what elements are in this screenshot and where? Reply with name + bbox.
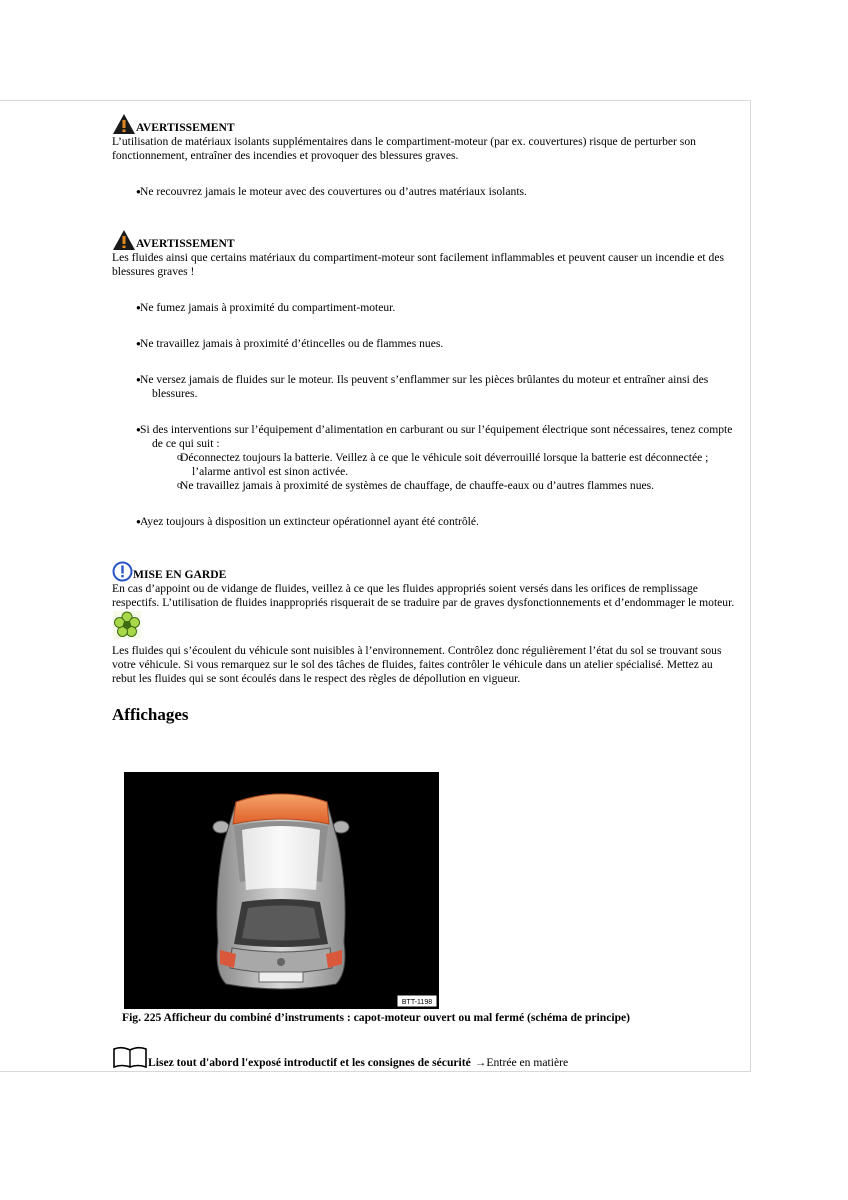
list-item: ● Ne versez jamais de fluides sur le moteur. Ils peuvent s’enflammer sur les pièces brûlantes du moteur et entraîner ainsi des blessures. [112,373,737,401]
read-first-link[interactable]: →Entrée en matière [474,1056,569,1069]
warning-title: AVERTISSEMENT [136,121,235,134]
list-item-text: Si des interventions sur l’équipement d’alimentation en carburant ou sur l’équipement électrique sont nécessaires, tenez compte de ce qui suit : [140,423,733,450]
warning-text: L’utilisation de matériaux isolants supplémentaires dans le compartiment-moteur (par ex. couvertures) risque de perturber son fonctionnement, entraîner des incendies et provoquer des blessures graves. [112,135,696,162]
car-top-view-illustration [124,772,439,1009]
figure-code: BTT-1198 [401,999,433,1006]
list-item: ● Ayez toujours à disposition un extincteur opérationnel ayant été contrôlé. [112,515,737,529]
read-first-text: Lisez tout d'abord l'exposé introductif et les consignes de sécurité [148,1056,471,1069]
caution-circle-icon [112,561,133,582]
sub-list-item: o Déconnectez toujours la batterie. Veillez à ce que le véhicule soit déverrouillé lorsque la batterie est déconnectée ; l’alarme antivol est sinon activée. [162,451,737,479]
list-item: ● Ne recouvrez jamais le moteur avec des couvertures ou d’autres matériaux isolants. [112,185,737,199]
warning-text: Les fluides ainsi que certains matériaux du compartiment-moteur sont facilement inflammables et peuvent causer un incendie et des blessures graves ! [112,251,725,278]
warning-triangle-icon [112,229,136,251]
warning-triangle-icon [112,113,136,135]
environment-block [112,610,737,686]
caution-block [112,561,737,610]
environment-flower-icon [112,610,142,640]
warning-block-1 [112,113,737,199]
warning-block-2 [112,229,737,529]
sub-list-item: o Ne travaillez jamais à proximité de systèmes de chauffage, de chauffe-eaux ou d’autres flammes nues. [162,479,737,493]
list-item: ● Ne travaillez jamais à proximité d’étincelles ou de flammes nues. [112,337,737,351]
list-item: ● Ne fumez jamais à proximité du compartiment-moteur. [112,301,737,315]
sub-list [162,451,737,493]
environment-text: Les fluides qui s’écoulent du véhicule sont nuisibles à l’environnement. Contrôlez donc régulièrement l’état du sol se trouvant sous votre véhicule. Si vous remarquez sur le sol des tâches de fluides, faites contrôler le véhicule dans un atelier spécialisé. Mettez au rebut les fluides qui se sont écoulés dans le respect des règles de dépollution en vigueur. [112,644,722,685]
section-title: Affichages [112,705,189,724]
book-icon [112,1045,148,1069]
page-content [112,113,737,722]
caution-heading [112,561,737,582]
caution-text: En cas d’appoint ou de vidange de fluides, veillez à ce que les fluides appropriés soient versés dans les orifices de remplissage respectifs. L’utilisation de fluides inappropriés risquerait de se traduire par de graves dysfonctionnements et d’endommager le moteur. [112,582,735,609]
warning-title: AVERTISSEMENT [136,237,235,250]
warning-heading-2 [112,229,737,251]
car-figure [124,772,439,1009]
read-first-line [112,1045,568,1069]
caution-title: MISE EN GARDE [133,568,227,581]
list-item [112,423,737,493]
figure-caption: Fig. 225 Afficheur du combiné d’instruments : capot-moteur ouvert ou mal fermé (schéma de principe) [122,1011,631,1024]
warning-heading-1 [112,113,737,135]
